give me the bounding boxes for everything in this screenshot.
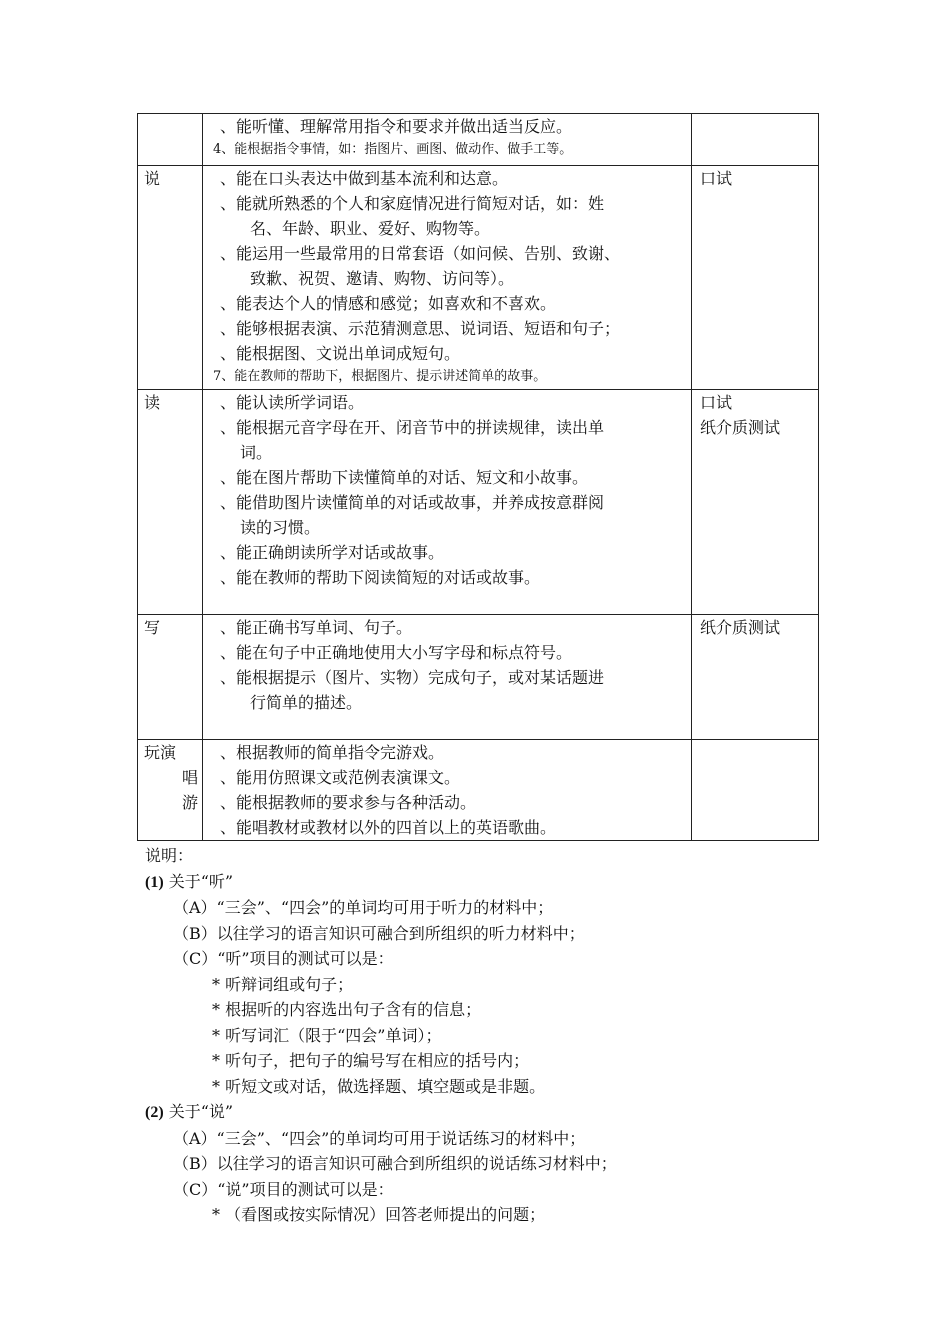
note-bullet: * 听辩词组或句子； (212, 974, 354, 994)
objectives-cell (203, 740, 692, 841)
objective-item-continuation: 名、年龄、职业、爱好、购物等。 (250, 219, 491, 238)
objective-item: 、能表达个人的情感和感觉；如喜欢和不喜欢。 (220, 294, 557, 313)
skill-char: 唱 (182, 768, 199, 787)
table-row-listening (138, 114, 819, 166)
objective-item: 7、能在教师的帮助下，根据图片、提示讲述简单的故事。 (213, 369, 547, 384)
objective-item-continuation: 致歉、祝贺、邀请、购物、访问等）。 (250, 269, 515, 288)
notes-section-title (145, 1099, 617, 1126)
skills-table (137, 113, 819, 841)
test-method: 纸介质测试 (700, 418, 781, 437)
objective-item: 、能在图片帮助下读懂简单的对话、短文和小故事。 (220, 468, 589, 487)
notes-section-title (145, 869, 617, 896)
objective-item: 、能运用一些最常用的日常套语（如问候、告别、致谢、 (220, 244, 621, 263)
table-row-speaking (138, 166, 819, 390)
note-line: （B）以往学习的语言知识可融合到所组织的说话练习材料中； (173, 1154, 617, 1173)
methods-cell (692, 166, 819, 390)
skill-cell (138, 740, 203, 841)
objective-item: 、能根据教师的要求参与各种活动。 (220, 793, 477, 812)
objective-item: 、能就所熟悉的个人和家庭情况进行简短对话，如：姓 (220, 194, 605, 213)
skill-cell: 读 (138, 390, 203, 615)
methods-cell (692, 390, 819, 615)
objective-item-continuation: 行简单的描述。 (250, 693, 363, 712)
objective-item: 、能借助图片读懂简单的对话或故事，并养成按意群阅 (220, 493, 605, 512)
note-line: （B）以往学习的语言知识可融合到所组织的听力材料中； (173, 923, 585, 943)
section-number: (2) (145, 1104, 164, 1121)
objective-item: 、能正确朗读所学对话或故事。 (220, 543, 445, 562)
objectives-cell (203, 114, 692, 166)
objective-item: 、能用仿照课文或范例表演课文。 (220, 768, 461, 787)
test-method: 纸介质测试 (700, 618, 781, 637)
objectives-cell (203, 166, 692, 390)
methods-cell (692, 114, 819, 166)
objective-item: 、能在口头表达中做到基本流利和达意。 (220, 169, 509, 188)
skill-char: 玩演 (144, 743, 177, 762)
note-bullet: * 听短文或对话，做选择题、填空题或是非题。 (212, 1076, 546, 1096)
note-line: （A）“三会”、“四会”的单词均可用于听力的材料中； (173, 898, 554, 917)
skill-cell: 写 (138, 615, 203, 740)
objective-item: 、能听懂、理解常用指令和要求并做出适当反应。 (220, 117, 573, 136)
section-title: 关于“说” (168, 1102, 234, 1121)
notes-section (145, 843, 617, 1228)
objectives-cell (203, 390, 692, 615)
note-bullet: * 听句子，把句子的编号写在相应的括号内； (212, 1051, 530, 1070)
objective-item-continuation: 读的习惯。 (240, 518, 321, 537)
objective-item: 、能在教师的帮助下阅读简短的对话或故事。 (220, 568, 541, 587)
skill-char: 游 (182, 793, 199, 812)
objective-item: 、能正确书写单词、句子。 (220, 618, 413, 637)
objective-item: 、根据教师的简单指令完游戏。 (220, 743, 445, 762)
objective-item-continuation: 词。 (240, 443, 273, 462)
objective-item: 、能唱教材或教材以外的四首以上的英语歌曲。 (220, 818, 557, 837)
note-line: （C）“听”项目的测试可以是： (173, 949, 394, 968)
methods-cell (692, 615, 819, 740)
table-row-writing (138, 615, 819, 740)
methods-cell (692, 740, 819, 841)
objective-item: 、能根据图、文说出单词成短句。 (220, 344, 461, 363)
test-method: 口试 (700, 393, 733, 412)
note-bullet: * 听写词汇（限于“四会”单词）； (212, 1025, 442, 1045)
note-line: （A）“三会”、“四会”的单词均可用于说话练习的材料中； (173, 1128, 586, 1148)
skill-cell: 说 (138, 166, 203, 390)
note-bullet: * 根据听的内容选出句子含有的信息； (212, 1000, 482, 1019)
note-line: （C）“说”项目的测试可以是： (173, 1179, 394, 1199)
notes-heading: 说明： (145, 846, 194, 865)
skill-cell (138, 114, 203, 166)
objective-item: 、能根据提示（图片、实物）完成句子，或对某话题进 (220, 668, 605, 687)
section-number: (1) (145, 873, 164, 891)
note-bullet: * （看图或按实际情况）回答老师提出的问题； (212, 1205, 546, 1224)
objective-item: 、能在句子中正确地使用大小写字母和标点符号。 (220, 643, 573, 662)
objective-item: 、能根据元音字母在开、闭音节中的拼读规律，读出单 (220, 418, 605, 437)
objectives-cell (203, 615, 692, 740)
test-method: 口试 (700, 169, 733, 188)
objective-item: 4、能根据指令事情，如：指图片、画图、做动作、做手工等。 (213, 142, 573, 157)
objective-item: 、能够根据表演、示范猜测意思、说词语、短语和句子； (220, 319, 621, 338)
table-row-play (138, 740, 819, 841)
section-title: 关于“听” (168, 871, 234, 891)
objective-item: 、能认读所学词语。 (220, 393, 365, 412)
table-row-reading (138, 390, 819, 615)
